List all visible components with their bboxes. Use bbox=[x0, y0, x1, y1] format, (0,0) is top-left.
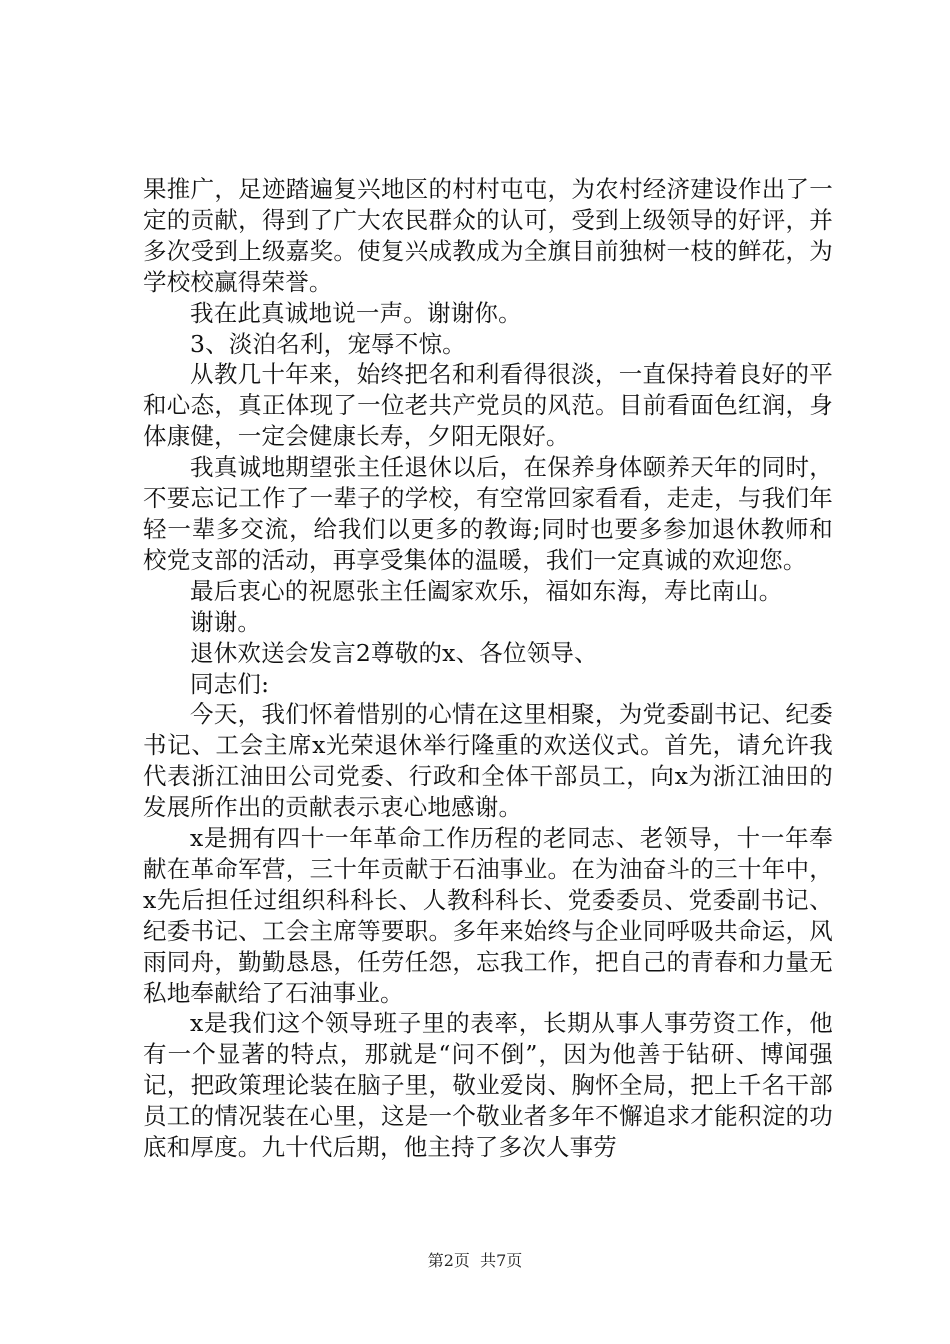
speech-title: 退休欢送会发言2尊敬的x、各位领导、 bbox=[190, 638, 598, 667]
paragraph-2: 我在此真诚地说一声。谢谢你。 bbox=[190, 298, 522, 327]
section-heading-3: 3、淡泊名利，宠辱不惊。 bbox=[190, 329, 466, 358]
paragraph-5: 我真诚地期望张主任退休以后，在保养身体颐养天年的同时，不要忘记工作了一辈子的学校，有空常回家看看，走走，与我们年轻一辈多交流，给我们以更多的教诲;同时也要多参加退休教师和校党支部的活动，再享受集体的温暖，我们一定真诚的欢迎您。 bbox=[143, 453, 833, 574]
paragraph-7: 谢谢。 bbox=[190, 607, 262, 636]
salutation: 同志们: bbox=[190, 669, 270, 698]
paragraph-11: x是拥有四十一年革命工作历程的老同志、老领导，十一年奉献在革命军营，三十年贡献于石油事业。在为油奋斗的三十年中，x先后担任过组织科科长、人教科科长、党委委员、党委副书记、纪委书记、工会主席等要职。多年来始终与企业同呼吸共命运，风雨同舟，勤勤恳恳，任劳任怨，忘我工作，把自己的青春和力量无私地奉献给了石油事业。 bbox=[143, 824, 833, 1007]
page-footer bbox=[0, 1248, 950, 1271]
paragraph-4: 从教几十年来，始终把名和利看得很淡，一直保持着良好的平和心态，真正体现了一位老共产党员的风范。目前看面色红润，身体康健，一定会健康长寿，夕阳无限好。 bbox=[143, 360, 833, 451]
paragraph-6: 最后衷心的祝愿张主任阖家欢乐，福如东海，寿比南山。 bbox=[190, 576, 783, 605]
document-body bbox=[143, 174, 833, 1163]
paragraph-10: 今天，我们怀着惜别的心情在这里相聚，为党委副书记、纪委书记、工会主席x光荣退休举行隆重的欢送仪式。首先，请允许我代表浙江油田公司党委、行政和全体干部员工，向x为浙江油田的发展所作出的贡献表示衷心地感谢。 bbox=[143, 700, 833, 822]
paragraph-12: x是我们这个领导班子里的表率，长期从事人事劳资工作，他有一个显著的特点，那就是“问不倒”，因为他善于钻研、博闻强记，把政策理论装在脑子里，敬业爱岗、胸怀全局，把上千名干部员工的情况装在心里，这是一个敬业者多年不懈追求才能积淀的功底和厚度。九十代后期，他主持了多次人事劳 bbox=[143, 1009, 833, 1162]
paragraph-1: 果推广，足迹踏遍复兴地区的村村屯屯，为农村经济建设作出了一定的贡献，得到了广大农民群众的认可，受到上级领导的好评，并多次受到上级嘉奖。使复兴成教成为全旗目前独树一枝的鲜花，为学校校赢得荣誉。 bbox=[143, 175, 833, 296]
page-number: 第2页 共7页 bbox=[427, 1251, 523, 1270]
